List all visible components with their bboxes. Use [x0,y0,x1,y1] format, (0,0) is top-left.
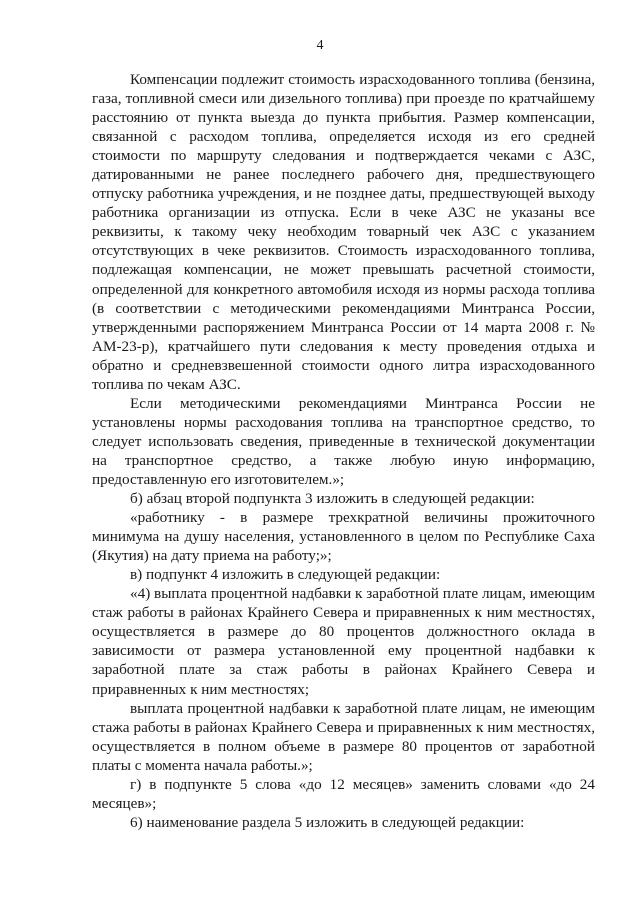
paragraph-fuel-norms: Если методическими рекомендациями Минтранса России не установлены нормы расходования топлива на транспортное средство, то следует использовать сведения, приведенные в технической документации на транспортное средство, а также любую иную информацию, предоставленную его изготовителем.»; [92,394,595,488]
page-number: 4 [316,38,324,53]
document-body [92,70,595,832]
paragraph-northern-allowance-full: выплата процентной надбавки к заработной плате лицам, не имеющим стажа работы в районах Крайнего Севера и приравненных к ним местностях, осуществляется в полном объеме в размере 80 процентов от заработной платы с момента начала работы.»; [92,699,595,774]
paragraph-amendment-g: г) в подпункте 5 слова «до 12 месяцев» заменить словами «до 24 месяцев»; [92,775,595,812]
paragraph-amendment-b: б) абзац второй подпункта 3 изложить в следующей редакции: [130,490,535,508]
paragraph-amendment-b-text: «работнику - в размере трехкратной величины прожиточного минимума на душу населения, установленного в целом по Республике Саха (Якутия) на дату приема на работу;»; [92,509,595,565]
paragraph-amendment-v: в) подпункт 4 изложить в следующей редакции: [130,566,441,584]
paragraph-fuel-compensation: Компенсации подлежит стоимость израсходованного топлива (бензина, газа, топливной смеси или дизельного топлива) при проезде по кратчайшему расстоянию от пункта выезда до пункта прибытия. Размер компенсации, связанной с расходом топлива, определяется исходя из его средней стоимости по маршруту следования и подтверждается чеками с АЗС, датированными не ранее последнего рабочего дня, предшествующего отпуску работника учреждения, и не позднее даты, предшествующей выходу работника организации из отпуска. Если в чеке АЗС не указаны все реквизиты, к такому чеку необходим товарный чек АЗС с указанием отсутствующих в чеке реквизитов. Стоимость израсходованного топлива, подлежащая компенсации, не может превышать расчетной стоимости, определенной для конкретного автомобиля исходя из нормы расхода топлива (в соответствии с методическими рекомендациями Минтранса России, утвержденными распоряжением Минтранса России от 14 марта 2008 г. № АМ-23-р), кратчайшего пути следования к месту проведения отдыха и обратно и средневзвешенной стоимости одного литра израсходованного топлива по чекам АЗС. [92,71,595,393]
paragraph-northern-allowance: «4) выплата процентной надбавки к заработной плате лицам, имеющим стаж работы в районах Крайнего Севера и приравненных к ним местностях, осуществляется в размере до 80 процентов должностного оклада в зависимости от размера установленной ему процентной надбавки к заработной плате за стаж работы в районах Крайнего Севера и приравненных к ним местностях; [92,585,595,698]
paragraph-section-5-title: 6) наименование раздела 5 изложить в следующей редакции: [130,813,525,831]
